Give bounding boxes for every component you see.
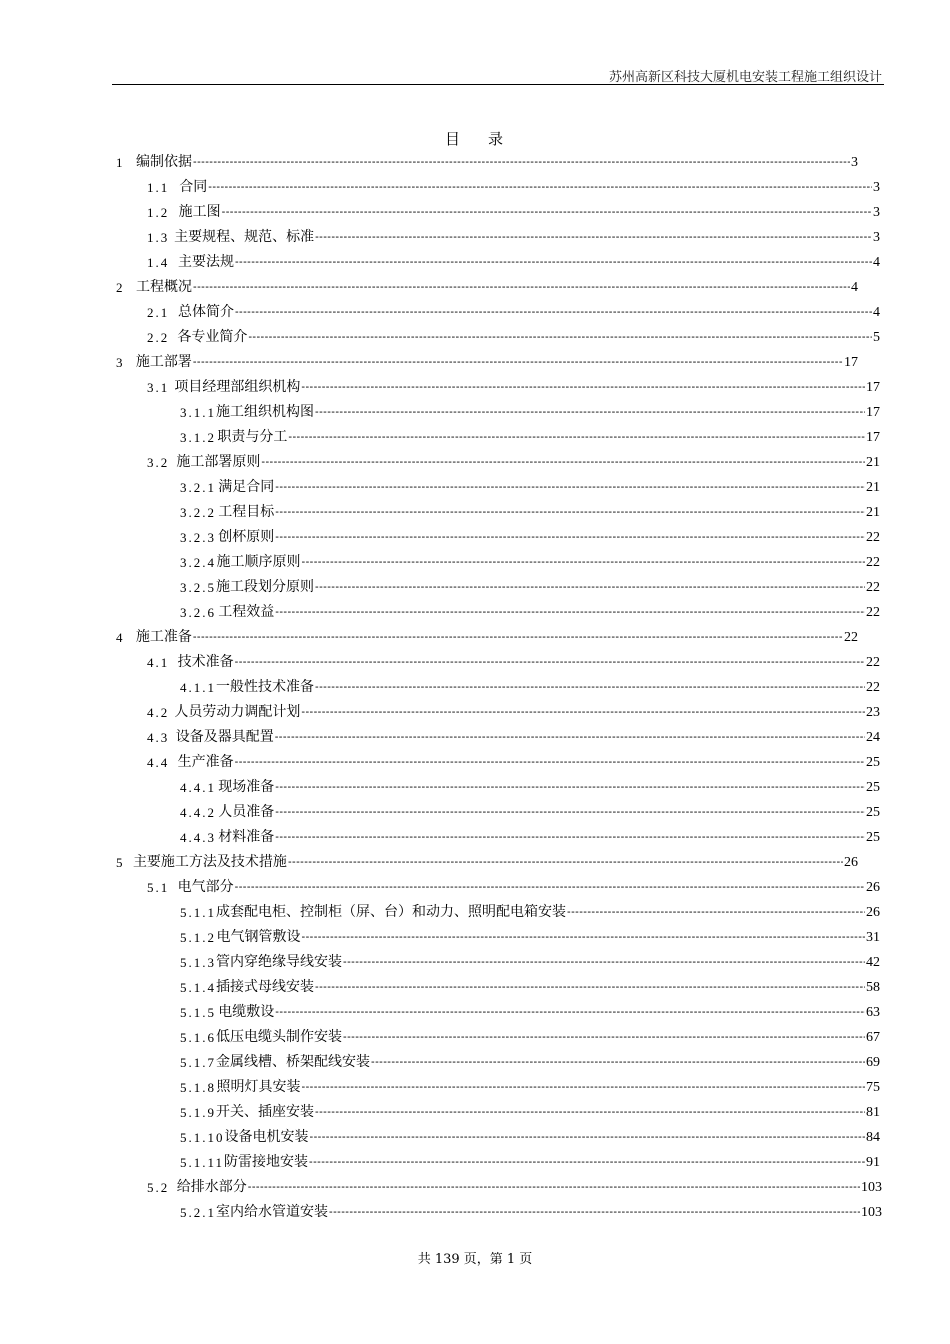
toc-entry-title: 编制依据 — [136, 154, 193, 170]
toc-dot-leader — [309, 1150, 865, 1175]
toc-dot-leader — [235, 250, 872, 275]
toc-dot-leader — [315, 225, 872, 250]
toc-dot-leader — [235, 650, 865, 675]
toc-entry-number: 5.1.9 — [180, 1105, 216, 1120]
toc-entry-page: 17 — [844, 355, 858, 370]
toc-entry-title: 防雷接地安装 — [224, 1154, 309, 1170]
toc-entry-page: 22 — [866, 555, 880, 570]
toc-entry-title: 施工图 — [178, 204, 221, 220]
toc-entry-number: 4.4 — [147, 755, 170, 770]
toc-dot-leader — [275, 525, 865, 550]
toc-entry-page: 21 — [866, 455, 880, 470]
toc-dot-leader — [235, 300, 872, 325]
toc-entry[interactable] — [180, 425, 880, 450]
toc-entry[interactable] — [180, 1200, 882, 1225]
toc-dot-leader — [343, 950, 865, 975]
toc-entry-title: 工程效益 — [218, 604, 275, 620]
toc-entry[interactable] — [116, 850, 858, 875]
toc-entry-number: 5.1.8 — [180, 1080, 216, 1095]
toc-entry[interactable] — [116, 350, 858, 375]
toc-entry-page: 22 — [844, 630, 858, 645]
toc-entry-number: 5.1.6 — [180, 1030, 216, 1045]
toc-entry-page: 3 — [873, 180, 880, 195]
toc-entry-title: 总体简介 — [177, 304, 234, 320]
toc-entry-number: 2 — [116, 280, 125, 295]
toc-dot-leader — [222, 200, 872, 225]
toc-entry-number: 5.1.4 — [180, 980, 216, 995]
toc-entry[interactable] — [180, 1150, 880, 1175]
toc-entry-page: 25 — [866, 780, 880, 795]
toc-entry-page: 81 — [866, 1105, 880, 1120]
toc-dot-leader — [275, 600, 865, 625]
toc-dot-leader — [343, 1025, 865, 1050]
toc-entry-number: 4 — [116, 630, 125, 645]
toc-entry[interactable] — [147, 325, 880, 350]
toc-entry[interactable] — [180, 475, 880, 500]
toc-entry-page: 17 — [866, 405, 880, 420]
toc-entry-page: 58 — [866, 980, 880, 995]
toc-entry-title: 人员准备 — [218, 804, 275, 820]
toc-entry-title: 管内穿绝缘导线安装 — [216, 954, 342, 970]
toc-dot-leader — [371, 1050, 865, 1075]
toc-dot-leader — [193, 150, 850, 175]
toc-entry-number: 3.2.1 — [180, 480, 216, 495]
toc-entry-title: 金属线槽、桥架配线安装 — [216, 1054, 370, 1070]
toc-entry[interactable] — [180, 575, 880, 600]
toc-entry-page: 3 — [873, 205, 880, 220]
toc-entry[interactable] — [147, 1175, 882, 1200]
toc-dot-leader — [310, 1125, 866, 1150]
toc-entry-page: 26 — [866, 880, 880, 895]
toc-entry[interactable] — [147, 175, 880, 200]
toc-entry[interactable] — [116, 625, 858, 650]
toc-entry-page: 25 — [866, 830, 880, 845]
toc-entry-number: 4.2 — [147, 705, 170, 720]
toc-dot-leader — [315, 1100, 865, 1125]
toc-dot-leader — [208, 175, 872, 200]
toc-entry-number: 3 — [116, 355, 125, 370]
toc-entry-page: 4 — [873, 305, 880, 320]
toc-entry-page: 25 — [866, 755, 880, 770]
toc-entry-title: 低压电缆头制作安装 — [216, 1029, 342, 1045]
toc-entry-number: 5 — [116, 855, 125, 870]
toc-entry-page: 24 — [866, 730, 880, 745]
toc-entry-number: 3.1.1 — [180, 405, 216, 420]
toc-entry-number: 4.3 — [147, 730, 170, 745]
toc-entry-page: 31 — [866, 930, 880, 945]
toc-entry[interactable] — [116, 275, 858, 300]
toc-entry[interactable] — [180, 550, 880, 575]
toc-entry-number: 3.2.5 — [180, 580, 216, 595]
toc-dot-leader — [302, 550, 865, 575]
toc-entry-title: 插接式母线安装 — [216, 979, 314, 995]
toc-entry-page: 23 — [866, 705, 880, 720]
toc-entry-page: 26 — [866, 905, 880, 920]
toc-dot-leader — [315, 575, 865, 600]
toc-entry[interactable] — [180, 950, 880, 975]
toc-dot-leader — [193, 350, 843, 375]
toc-title-char-2: 录 — [488, 130, 506, 148]
toc-entry-title: 主要施工方法及技术措施 — [132, 854, 287, 870]
toc-entry[interactable] — [147, 700, 880, 725]
toc-entry-page: 17 — [866, 430, 880, 445]
toc-entry-title: 职责与分工 — [217, 429, 288, 445]
toc-entry-number: 1.2 — [147, 205, 170, 220]
toc-entry-title: 电气钢管敷设 — [216, 929, 301, 945]
toc-entry-title: 技术准备 — [177, 654, 234, 670]
toc-entry[interactable] — [147, 875, 880, 900]
toc-entry-title: 满足合同 — [218, 479, 275, 495]
toc-entry[interactable] — [147, 200, 880, 225]
toc-entry[interactable] — [147, 750, 880, 775]
toc-entry-title: 开关、插座安装 — [216, 1104, 314, 1120]
toc-entry-number: 5.2 — [147, 1180, 170, 1195]
toc-entry-page: 84 — [866, 1130, 880, 1145]
toc-dot-leader — [288, 425, 865, 450]
toc-dot-leader — [235, 750, 865, 775]
toc-entry-number: 3.1 — [147, 380, 170, 395]
toc-dot-leader — [275, 1000, 865, 1025]
toc-dot-leader — [261, 450, 865, 475]
toc-entry-title: 施工顺序原则 — [216, 554, 301, 570]
toc-entry-title: 施工部署原则 — [176, 454, 261, 470]
toc-entry-number: 5.1.3 — [180, 955, 216, 970]
toc-entry-page: 3 — [851, 155, 858, 170]
toc-entry-title: 项目经理部组织机构 — [174, 379, 301, 395]
toc-entry-title: 主要法规 — [177, 254, 234, 270]
toc-entry-number: 1.1 — [147, 180, 170, 195]
toc-entry-page: 69 — [866, 1055, 880, 1070]
toc-entry-page: 22 — [866, 530, 880, 545]
toc-entry-title: 人员劳动力调配计划 — [174, 704, 301, 720]
toc-entry-number: 4.1 — [147, 655, 170, 670]
toc-entry[interactable] — [180, 600, 880, 625]
toc-entry-title: 各专业简介 — [177, 329, 248, 345]
toc-entry-title: 生产准备 — [177, 754, 234, 770]
toc-dot-leader — [302, 925, 865, 950]
toc-entry-page: 4 — [873, 255, 880, 270]
toc-entry-number: 5.1.7 — [180, 1055, 216, 1070]
toc-entry-number: 5.1.2 — [180, 930, 216, 945]
toc-entry-number: 1.4 — [147, 255, 170, 270]
toc-entry[interactable] — [147, 225, 880, 250]
toc-dot-leader — [302, 1075, 865, 1100]
header-title: 苏州高新区科技大厦机电安装工程施工组织设计 — [608, 70, 882, 85]
toc-entry[interactable] — [180, 1100, 880, 1125]
toc-entry[interactable] — [147, 300, 880, 325]
toc-entry-title: 主要规程、规范、标准 — [174, 229, 315, 245]
toc-entry-number: 1.3 — [147, 230, 170, 245]
toc-entry-title: 电气部分 — [177, 879, 234, 895]
toc-entry-page: 21 — [866, 505, 880, 520]
toc-entry-title: 创杯原则 — [218, 529, 275, 545]
toc-entry-page: 3 — [873, 230, 880, 245]
toc-entry-number: 3.2.3 — [180, 530, 216, 545]
toc-dot-leader — [288, 850, 843, 875]
toc-dot-leader — [275, 500, 865, 525]
toc-entry-number: 5.1.10 — [180, 1130, 225, 1145]
toc-dot-leader — [275, 475, 865, 500]
toc-entry-page: 22 — [866, 655, 880, 670]
toc-dot-leader — [315, 975, 865, 1000]
toc-dot-leader — [235, 875, 865, 900]
toc-dot-leader — [329, 1200, 860, 1225]
toc-entry-title: 一般性技术准备 — [216, 679, 314, 695]
toc-dot-leader — [248, 325, 872, 350]
toc-entry-page: 75 — [866, 1080, 880, 1095]
toc-entry-page: 5 — [873, 330, 880, 345]
toc-entry-number: 3.2.6 — [180, 605, 216, 620]
toc-entry[interactable] — [147, 650, 880, 675]
toc-title — [0, 128, 950, 149]
toc-dot-leader — [315, 400, 865, 425]
toc-entry-page: 17 — [866, 380, 880, 395]
toc-entry-number: 5.1.5 — [180, 1005, 216, 1020]
toc-entry-page: 22 — [866, 680, 880, 695]
toc-entry-number: 1 — [116, 155, 125, 170]
toc-entry-page: 22 — [866, 580, 880, 595]
toc-dot-leader — [193, 275, 850, 300]
toc-entry-title: 室内给水管道安装 — [216, 1204, 328, 1220]
toc-entry-number: 2.1 — [147, 305, 170, 320]
toc-entry-page: 63 — [866, 1005, 880, 1020]
toc-entry-title: 合同 — [179, 179, 208, 195]
toc-entry[interactable] — [180, 775, 880, 800]
toc-title-char-1: 目 — [444, 130, 462, 148]
toc-entry[interactable] — [147, 450, 880, 475]
toc-entry[interactable] — [180, 1050, 880, 1075]
toc-entry[interactable] — [180, 900, 880, 925]
toc-entry-title: 设备及器具配置 — [175, 729, 274, 745]
toc-entry-page: 67 — [866, 1030, 880, 1045]
toc-entry[interactable] — [147, 725, 880, 750]
toc-entry-title: 电缆敷设 — [218, 1004, 275, 1020]
toc-entry-page: 21 — [866, 480, 880, 495]
toc-entry-page: 25 — [866, 805, 880, 820]
toc-entry[interactable] — [180, 800, 880, 825]
toc-entry-title: 设备电机安装 — [224, 1129, 309, 1145]
toc-dot-leader — [275, 800, 865, 825]
toc-entry[interactable] — [180, 1000, 880, 1025]
toc-entry-title: 施工组织机构图 — [216, 404, 314, 420]
toc-entry-page: 103 — [861, 1205, 882, 1220]
toc-dot-leader — [567, 900, 865, 925]
toc-entry-number: 4.4.2 — [180, 805, 216, 820]
toc-entry[interactable] — [180, 1025, 880, 1050]
toc-entry[interactable] — [180, 500, 880, 525]
toc-entry[interactable] — [180, 1075, 880, 1100]
toc-entry-number: 4.4.1 — [180, 780, 216, 795]
toc-dot-leader — [275, 725, 865, 750]
toc-entry-page: 42 — [866, 955, 880, 970]
toc-entry-number: 5.1.11 — [180, 1155, 225, 1170]
toc-entry[interactable] — [180, 400, 880, 425]
toc-entry[interactable] — [180, 675, 880, 700]
toc-entry-title: 给排水部分 — [176, 1179, 247, 1195]
toc-dot-leader — [275, 825, 865, 850]
toc-entry-title: 材料准备 — [218, 829, 275, 845]
toc-entry-page: 4 — [851, 280, 858, 295]
toc-entry-title: 施工准备 — [135, 629, 192, 645]
toc-dot-leader — [193, 625, 843, 650]
toc-entry-title: 工程概况 — [136, 279, 193, 295]
toc-entry-number: 5.1.1 — [180, 905, 216, 920]
toc-entry-number: 4.4.3 — [180, 830, 216, 845]
toc-entry-page: 26 — [844, 855, 858, 870]
toc-dot-leader — [275, 775, 865, 800]
toc-entry-title: 成套配电柜、控制柜（屏、台）和动力、照明配电箱安装 — [216, 904, 566, 920]
toc-entry-page: 103 — [861, 1180, 882, 1195]
toc-dot-leader — [301, 375, 865, 400]
header-divider — [112, 84, 884, 85]
toc-entry[interactable] — [180, 975, 880, 1000]
toc-dot-leader — [248, 1175, 860, 1200]
toc-entry[interactable] — [180, 1125, 880, 1150]
toc-entry[interactable] — [180, 825, 880, 850]
toc-entry[interactable] — [116, 150, 858, 175]
toc-entry-number: 3.2 — [147, 455, 170, 470]
toc-entry-number: 3.2.2 — [180, 505, 216, 520]
toc-entry-number: 3.2.4 — [180, 555, 216, 570]
toc-entry[interactable] — [180, 925, 880, 950]
toc-entry[interactable] — [180, 525, 880, 550]
toc-entry[interactable] — [147, 250, 880, 275]
toc-entry-title: 施工段划分原则 — [216, 579, 314, 595]
toc-dot-leader — [315, 675, 865, 700]
toc-entry-page: 91 — [866, 1155, 880, 1170]
toc-entry-title: 照明灯具安装 — [216, 1079, 301, 1095]
toc-entry-number: 4.1.1 — [180, 680, 216, 695]
toc-entry-title: 工程目标 — [218, 504, 275, 520]
toc-entry[interactable] — [147, 375, 880, 400]
toc-entry-title: 现场准备 — [218, 779, 275, 795]
toc-dot-leader — [301, 700, 865, 725]
toc-entry-page: 22 — [866, 605, 880, 620]
toc-entry-number: 5.2.1 — [180, 1205, 216, 1220]
page-footer: 共 139 页，第 1 页 — [417, 1252, 533, 1267]
toc-entry-number: 3.1.2 — [180, 430, 216, 445]
toc-entry-title: 施工部署 — [135, 354, 192, 370]
toc-entry-number: 2.2 — [147, 330, 170, 345]
toc-entry-number: 5.1 — [147, 880, 170, 895]
